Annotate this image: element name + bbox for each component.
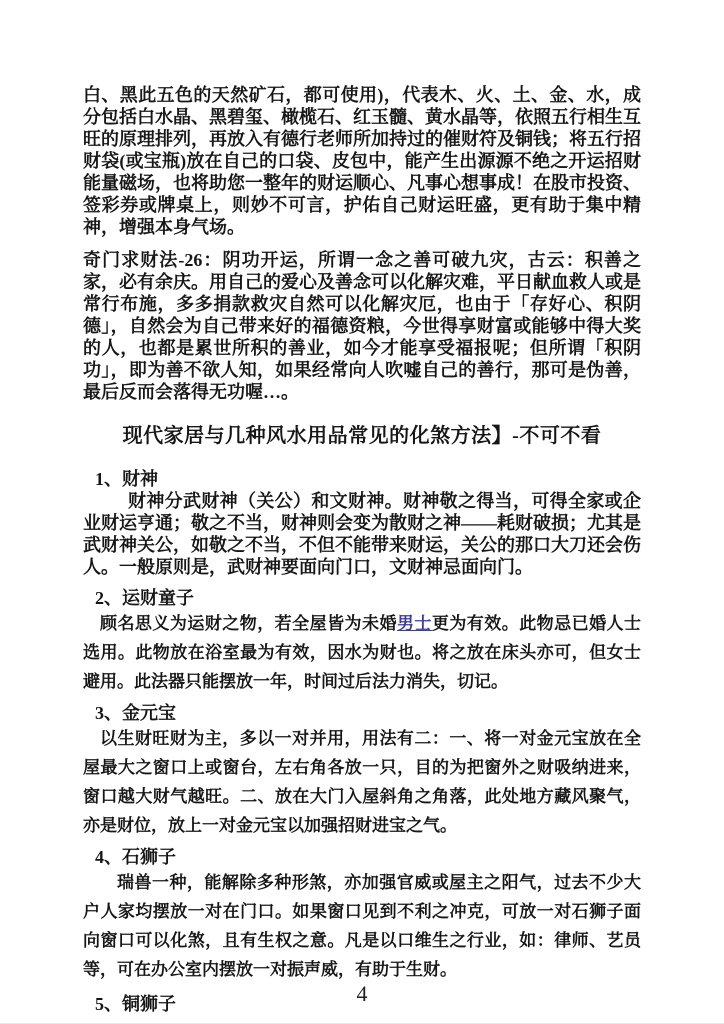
paragraph-qimen-26: 奇门求财法-26：阴功开运，所谓一念之善可破九灾，古云：积善之家，必有余庆。用自己的爱心及善念可以化解灾难，平日献血救人或是常行布施，多多捐款救灾自然可以化解灾厄，也由于「存好心、积阴德」，自然会为自己带来好的福德资粮，今世得享财富或能够中得大奖的人，也都是累世所积的善业，如今才能享受福报呢；但所谓「积阴功」，即为善不欲人知，如果经常向人吹嘘自己的善行，那可是伪善，最后反而会落得无功喔…。: [83, 250, 641, 402]
section-body-caishen: 财神分武财神（关公）和文财神。财神敬之得当，可得全家或企业财运亨通；敬之不当，财神则会变为散财之神——耗财破损；尤其是武财神关公，如敬之不当，不但不能带来财运，关公的那口大刀还会伤人。一般原则是，武财神要面向门口，文财神忌面向门。: [83, 491, 641, 577]
male-link[interactable]: 男士: [396, 614, 432, 633]
section-body-yuncai-tongzi: [83, 609, 641, 696]
page-number: 4: [356, 981, 368, 1006]
section-title-shishizi: 4、石狮子: [95, 847, 176, 867]
document-content: [83, 84, 641, 1015]
page-title: 现代家居与几种风水用品常见的化煞方法】-不可不看: [122, 425, 602, 447]
section-title-caishen: 1、财神: [95, 469, 158, 489]
section-body-shishizi: 瑞兽一种，能解除多种形煞，亦加强官威或屋主之阳气，过去不少大户人家均摆放一对在门口。如果窗口见到不利之冲克，可放一对石狮子面向窗口可以化煞，且有生权之意。凡是以口维生之行业，如：律师、艺员等，可在办公室内摆放一对振声威，有助于生财。: [83, 873, 641, 979]
section-title-jinyuanbao: 3、金元宝: [95, 703, 176, 723]
section-title-yuncai-tongzi: 2、运财童子: [95, 588, 194, 608]
section-title-tongshizi: 5、铜狮子: [95, 994, 176, 1014]
body-text-before-link: 顾名思义为运财之物，若全屋皆为未婚: [100, 614, 397, 633]
section-body-jinyuanbao: 以生财旺财为主，多以一对并用，用法有二：一、将一对金元宝放在全屋最大之窗口上或窗台，左右角各放一只，目的为把窗外之财吸纳进来，窗口越大财气越旺。二、放在大门入屋斜角之角落，此处地方藏风聚气，亦是财位，放上一对金元宝以加强招财进宝之气。: [83, 729, 641, 835]
paragraph-minerals: 白、黑此五色的天然矿石，都可使用)，代表木、火、土、金、水，成分包括白水晶、黑碧玺、橄榄石、红玉髓、黄水晶等，依照五行相生互旺的原理排列，再放入有德行老师所加持过的催财符及铜钱；将五行招财袋(或宝瓶)放在自己的口袋、皮包中，能产生出源源不绝之开运招财能量磁场，也将助您一整年的财运顺心、凡事心想事成！在股市投资、签彩券或牌桌上，则妙不可言，护佑自己财运旺盛，更有助于集中精神，增强本身气场。: [83, 85, 641, 237]
body-text-after-link: 更为有效。此物忌已婚人士选用。此物放在浴室最为有效，因水为财也。将之放在床头亦可，但女士避用。此法器只能摆放一年，时间过后法力消失，切记。: [83, 614, 642, 691]
